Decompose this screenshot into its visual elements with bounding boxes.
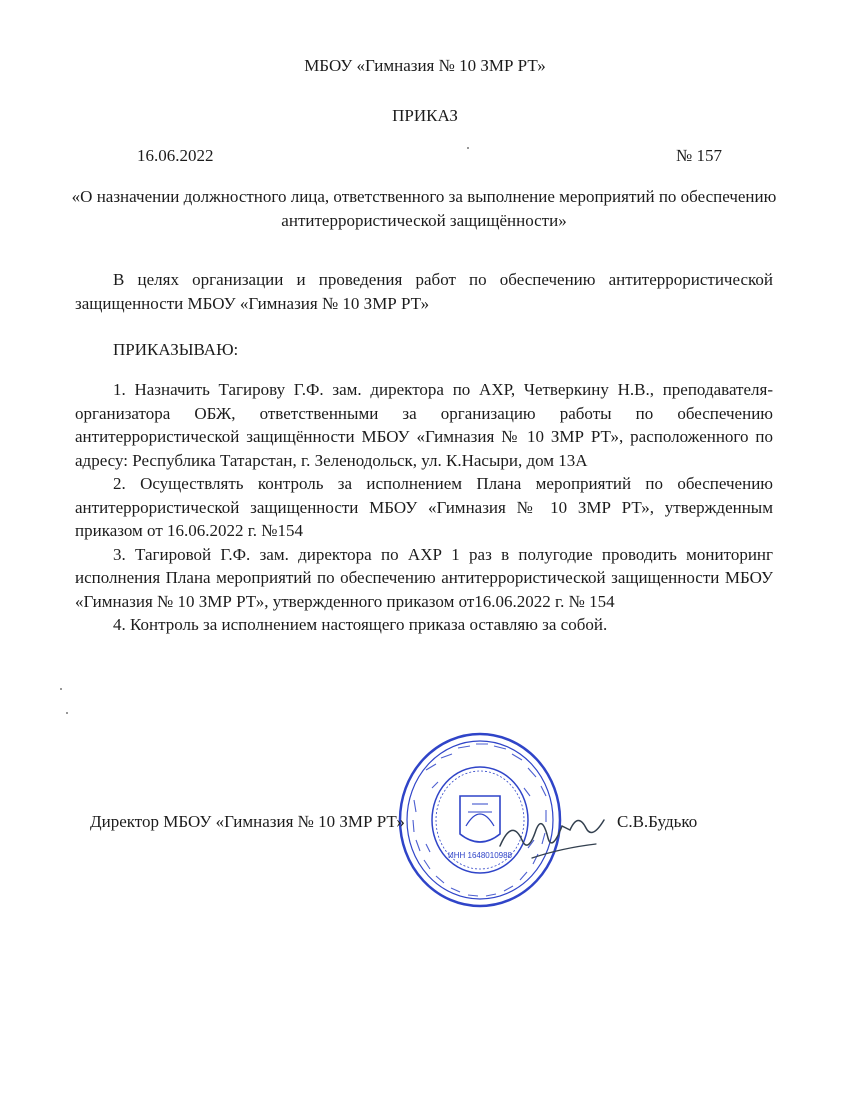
organization-name: МБОУ «Гимназия № 10 ЗМР РТ»	[304, 56, 546, 75]
document-type: ПРИКАЗ	[392, 106, 458, 125]
order-items	[75, 378, 773, 637]
handwritten-signature-icon	[492, 800, 612, 870]
order-item-2: 2. Осуществлять контроль за исполнением Плана мероприятий по обеспечению антитеррористической защищенности МБОУ «Гимназия № 10 ЗМР РТ», утвержденным приказом от 16.06.2022 г. №154	[75, 474, 773, 540]
orders-heading: ПРИКАЗЫВАЮ:	[113, 340, 239, 359]
order-number: № 157	[676, 146, 722, 165]
order-item-4: 4. Контроль за исполнением настоящего приказа оставляю за собой.	[113, 615, 608, 634]
stamp-inn-text: ИНН 1648010988	[447, 851, 513, 860]
signatory-name: С.В.Будько	[617, 812, 698, 831]
preamble: В целях организации и проведения работ по обеспечению антитеррористической защищенности МБОУ «Гимназия № 10 ЗМР РТ»	[75, 270, 773, 313]
order-subject: «О назначении должностного лица, ответственного за выполнение мероприятий по обеспечению антитеррористической защищённости»	[71, 187, 777, 230]
scan-speck	[467, 147, 469, 149]
order-item-3: 3. Тагировой Г.Ф. зам. директора по АХР 1 раз в полугодие проводить мониторинг исполнения Плана мероприятий по обеспечению антитеррористической защищенности МБОУ «Гимназия № 10 ЗМР РТ», утвержденного приказом от16.06.2022 г. № 154	[75, 544, 773, 611]
scan-speck	[66, 712, 68, 714]
order-date: 16.06.2022	[137, 146, 214, 165]
scan-speck	[60, 688, 62, 690]
signatory-title: Директор МБОУ «Гимназия № 10 ЗМР РТ»	[90, 812, 405, 831]
order-item-1: 1. Назначить Тагирову Г.Ф. зам. директора по АХР, Четверкину Н.В., преподавателя-организатора ОБЖ, ответственными за организацию работы по обеспечению антитеррористической защищённости МБОУ «Гимназия № 10 ЗМР РТ», расположенного по адресу: Республика Татарстан, г. Зеленодольск, ул. К.Насыри, дом 13А	[75, 380, 773, 470]
